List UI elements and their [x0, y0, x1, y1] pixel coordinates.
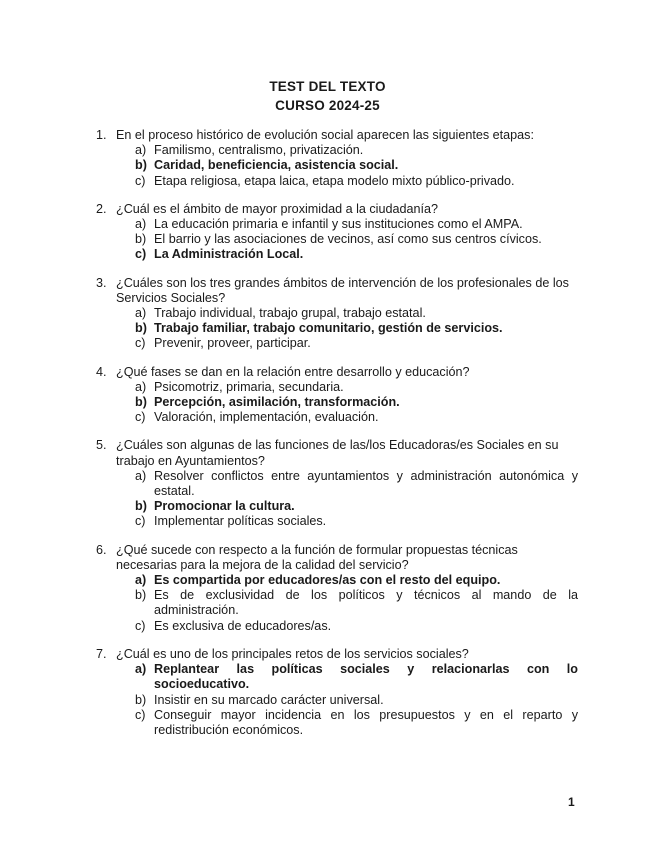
option-letter: a) [135, 217, 147, 232]
question-header [0, 438, 655, 468]
option-text: Es compartida por educadores/as con el resto del equipo. [154, 573, 501, 588]
answer-option [0, 380, 655, 395]
answer-option [0, 143, 655, 158]
option-text: Trabajo familiar, trabajo comunitario, gestión de servicios. [154, 321, 503, 336]
question-item [0, 647, 655, 738]
question-text: ¿Cuáles son algunas de las funciones de las/los Educadoras/es Sociales en su trabajo en Ayuntamientos? [116, 438, 559, 468]
option-text: Implementar políticas sociales. [154, 514, 327, 529]
option-text: Promocionar la cultura. [154, 499, 295, 514]
question-header [0, 128, 655, 143]
question-item [0, 365, 655, 426]
option-text: La Administración Local. [154, 247, 304, 262]
option-letter: c) [135, 618, 146, 633]
option-letter: a) [135, 468, 147, 483]
answer-option [0, 410, 655, 425]
option-letter: b) [135, 232, 147, 247]
answer-option [0, 232, 655, 247]
option-text: Es exclusiva de educadores/as. [154, 618, 332, 633]
question-header [0, 202, 655, 217]
answer-option [0, 469, 655, 499]
option-text: Replantear las políticas sociales y relacionarlas con lo socioeducativo. [154, 662, 578, 692]
question-list [0, 128, 655, 751]
option-text: Es de exclusividad de los políticos y técnicos al mando de la administración. [154, 588, 578, 618]
option-letter: b) [135, 499, 147, 514]
answer-option [0, 708, 655, 738]
option-letter: a) [135, 306, 147, 321]
answer-options [0, 469, 655, 530]
option-letter: c) [135, 514, 146, 529]
answer-option-correct [0, 158, 655, 173]
answer-option [0, 619, 655, 634]
question-item [0, 276, 655, 352]
answer-option [0, 174, 655, 189]
question-number: 6. [96, 542, 107, 557]
question-text: ¿Cuál es uno de los principales retos de los servicios sociales? [116, 646, 469, 661]
question-item [0, 128, 655, 189]
option-letter: c) [135, 173, 146, 188]
option-text: Caridad, beneficiencia, asistencia social. [154, 158, 399, 173]
option-text: El barrio y las asociaciones de vecinos, así como sus centros cívicos. [154, 232, 542, 247]
question-text: En el proceso histórico de evolución social aparecen las siguientes etapas: [116, 128, 534, 142]
option-letter: b) [135, 692, 147, 707]
answer-option-correct [0, 395, 655, 410]
question-item [0, 202, 655, 263]
option-text: Psicomotriz, primaria, secundaria. [154, 379, 344, 394]
answer-options [0, 306, 655, 352]
option-text: La educación primaria e infantil y sus instituciones como el AMPA. [154, 217, 523, 232]
answer-options [0, 662, 655, 738]
answer-option-correct [0, 573, 655, 588]
option-letter: c) [135, 336, 146, 351]
option-text: Valoración, implementación, evaluación. [154, 410, 379, 425]
option-letter: a) [135, 143, 147, 158]
answer-option [0, 217, 655, 232]
option-letter: c) [135, 247, 147, 262]
question-header [0, 365, 655, 380]
option-text: Etapa religiosa, etapa laica, etapa modelo mixto público-privado. [154, 173, 515, 188]
question-header [0, 647, 655, 662]
answer-option [0, 336, 655, 351]
option-text: Prevenir, proveer, participar. [154, 336, 311, 351]
answer-options [0, 217, 655, 263]
answer-option-correct [0, 499, 655, 514]
question-header [0, 276, 655, 306]
option-letter: a) [135, 573, 147, 588]
question-text: ¿Qué fases se dan en la relación entre desarrollo y educación? [116, 364, 470, 379]
question-number: 7. [96, 646, 107, 661]
question-text: ¿Cuáles son los tres grandes ámbitos de intervención de los profesionales de los Servicios Sociales? [116, 275, 569, 305]
option-letter: b) [135, 321, 147, 336]
option-text: Resolver conflictos entre ayuntamientos y administración autonómica y estatal. [154, 468, 578, 499]
answer-option-correct [0, 247, 655, 262]
answer-option-correct [0, 321, 655, 336]
option-letter: b) [135, 395, 147, 410]
option-letter: a) [135, 379, 147, 394]
option-text: Conseguir mayor incidencia en los presupuestos y en el reparto y redistribución económicos. [154, 707, 578, 737]
document-title: TEST DEL TEXTO [269, 79, 386, 94]
question-item [0, 543, 655, 634]
document-subtitle: CURSO 2024-25 [275, 98, 380, 113]
option-text: Insistir en su marcado carácter universal. [154, 692, 384, 707]
question-number: 3. [96, 275, 107, 290]
option-letter: c) [135, 410, 146, 425]
answer-options [0, 573, 655, 634]
question-text: ¿Qué sucede con respecto a la función de formular propuestas técnicas necesarias para la mejora de la calidad del servicio? [116, 542, 518, 572]
question-number: 2. [96, 201, 107, 216]
option-letter: a) [135, 662, 147, 677]
question-header [0, 543, 655, 573]
option-text: Familismo, centralismo, privatización. [154, 143, 364, 158]
option-text: Trabajo individual, trabajo grupal, trabajo estatal. [154, 306, 426, 321]
page-number: 1 [568, 795, 575, 809]
answer-options [0, 380, 655, 426]
option-letter: c) [135, 707, 146, 722]
question-item [0, 438, 655, 529]
question-text: ¿Cuál es el ámbito de mayor proximidad a la ciudadanía? [116, 201, 439, 216]
question-number: 4. [96, 364, 107, 379]
option-letter: b) [135, 588, 147, 603]
answer-option [0, 693, 655, 708]
option-letter: b) [135, 158, 147, 173]
answer-options [0, 143, 655, 189]
option-text: Percepción, asimilación, transformación. [154, 395, 400, 410]
answer-option [0, 306, 655, 321]
answer-option-correct [0, 662, 655, 692]
answer-option [0, 514, 655, 529]
question-number: 1. [96, 128, 107, 142]
question-number: 5. [96, 438, 107, 453]
answer-option [0, 588, 655, 618]
